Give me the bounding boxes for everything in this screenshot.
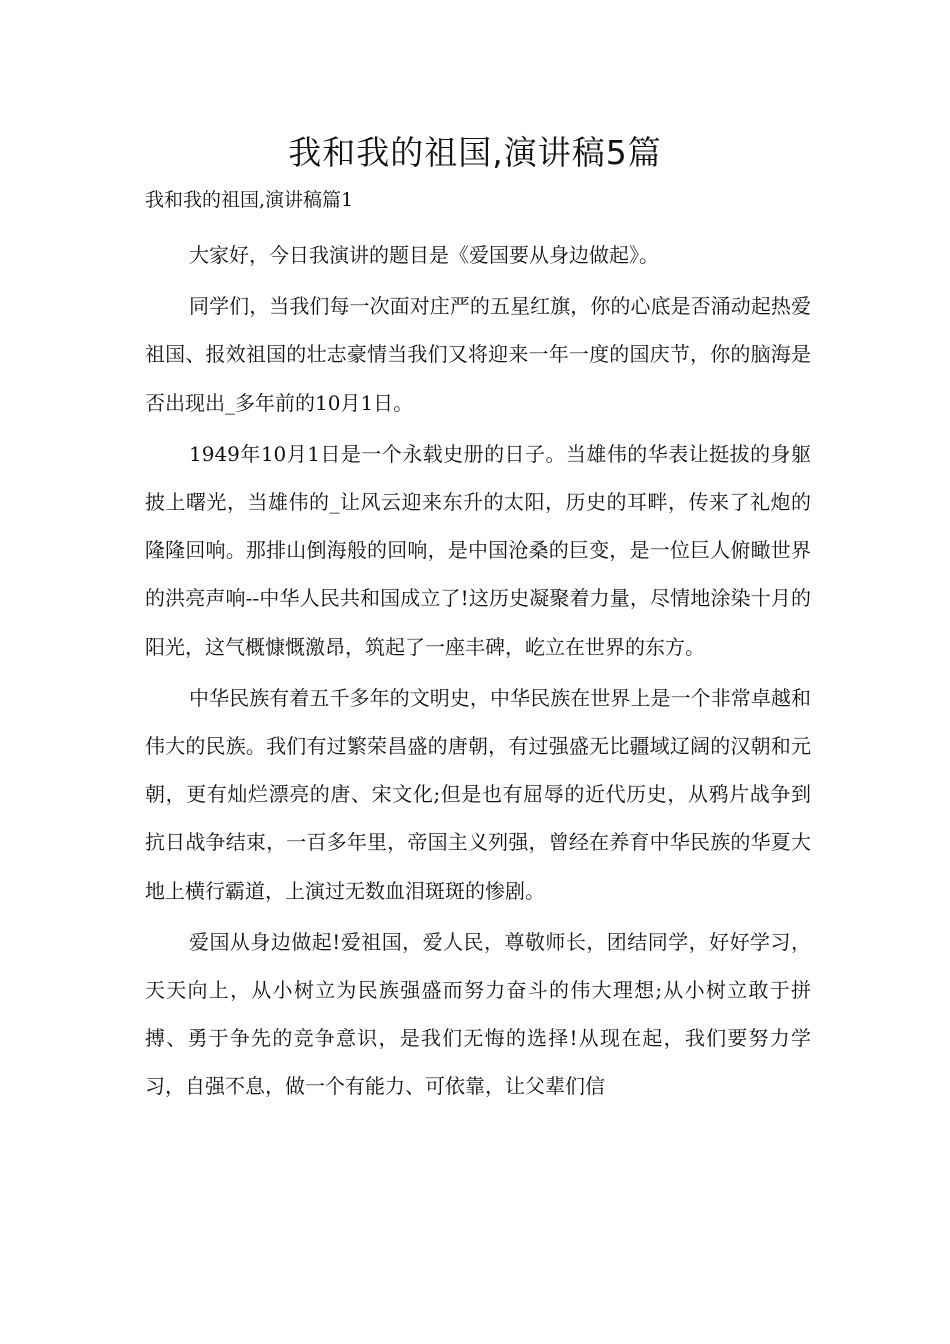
section-heading: 我和我的祖国,演讲稿篇1	[145, 189, 354, 211]
document-body	[145, 231, 811, 1114]
paragraph-history: 中华民族有着五千多年的文明史，中华民族在世界上是一个非常卓越和伟大的民族。我们有过繁荣昌盛的唐朝，有过强盛无比疆域辽阔的汉朝和元朝，更有灿烂漂亮的唐、宋文化;但是也有屈辱的近代历史，从鸦片战争到抗日战争结束，一百多年里，帝国主义列强，曾经在养育中华民族的华夏大地上横行霸道，上演过无数血泪斑斑的惨剧。	[145, 685, 811, 903]
paragraph-1949: 1949年10月1日是一个永载史册的日子。当雄伟的华表让挺拔的身躯披上曙光，当雄伟的_让风云迎来东升的太阳，历史的耳畔，传来了礼炮的隆隆回响。那排山倒海般的回响，是中国沧桑的巨变，是一位巨人俯瞰世界的洪亮声响--中华人民共和国成立了!这历史凝聚着力量，尽情地涂染十月的阳光，这气概慷慨激昂，筑起了一座丰碑，屹立在世界的东方。	[145, 441, 811, 659]
paragraph-patriotism: 爱国从身边做起!爱祖国，爱人民，尊敬师长，团结同学，好好学习，天天向上，从小树立为民族强盛而努力奋斗的伟大理想;从小树立敢于拼搏、勇于争先的竞争意识，是我们无悔的选择!从现在起，我们要努力学习，自强不息，做一个有能力、可依靠，让父辈们信	[145, 929, 811, 1099]
paragraph-flag: 同学们，当我们每一次面对庄严的五星红旗，你的心底是否涌动起热爱祖国、报效祖国的壮志豪情当我们又将迎来一年一度的国庆节，你的脑海是否出现出_多年前的10月1日。	[145, 294, 811, 415]
paragraph-greeting: 大家好，今日我演讲的题目是《爱国要从身边做起》。	[189, 243, 659, 267]
document-title: 我和我的祖国,演讲稿5篇	[288, 133, 662, 172]
